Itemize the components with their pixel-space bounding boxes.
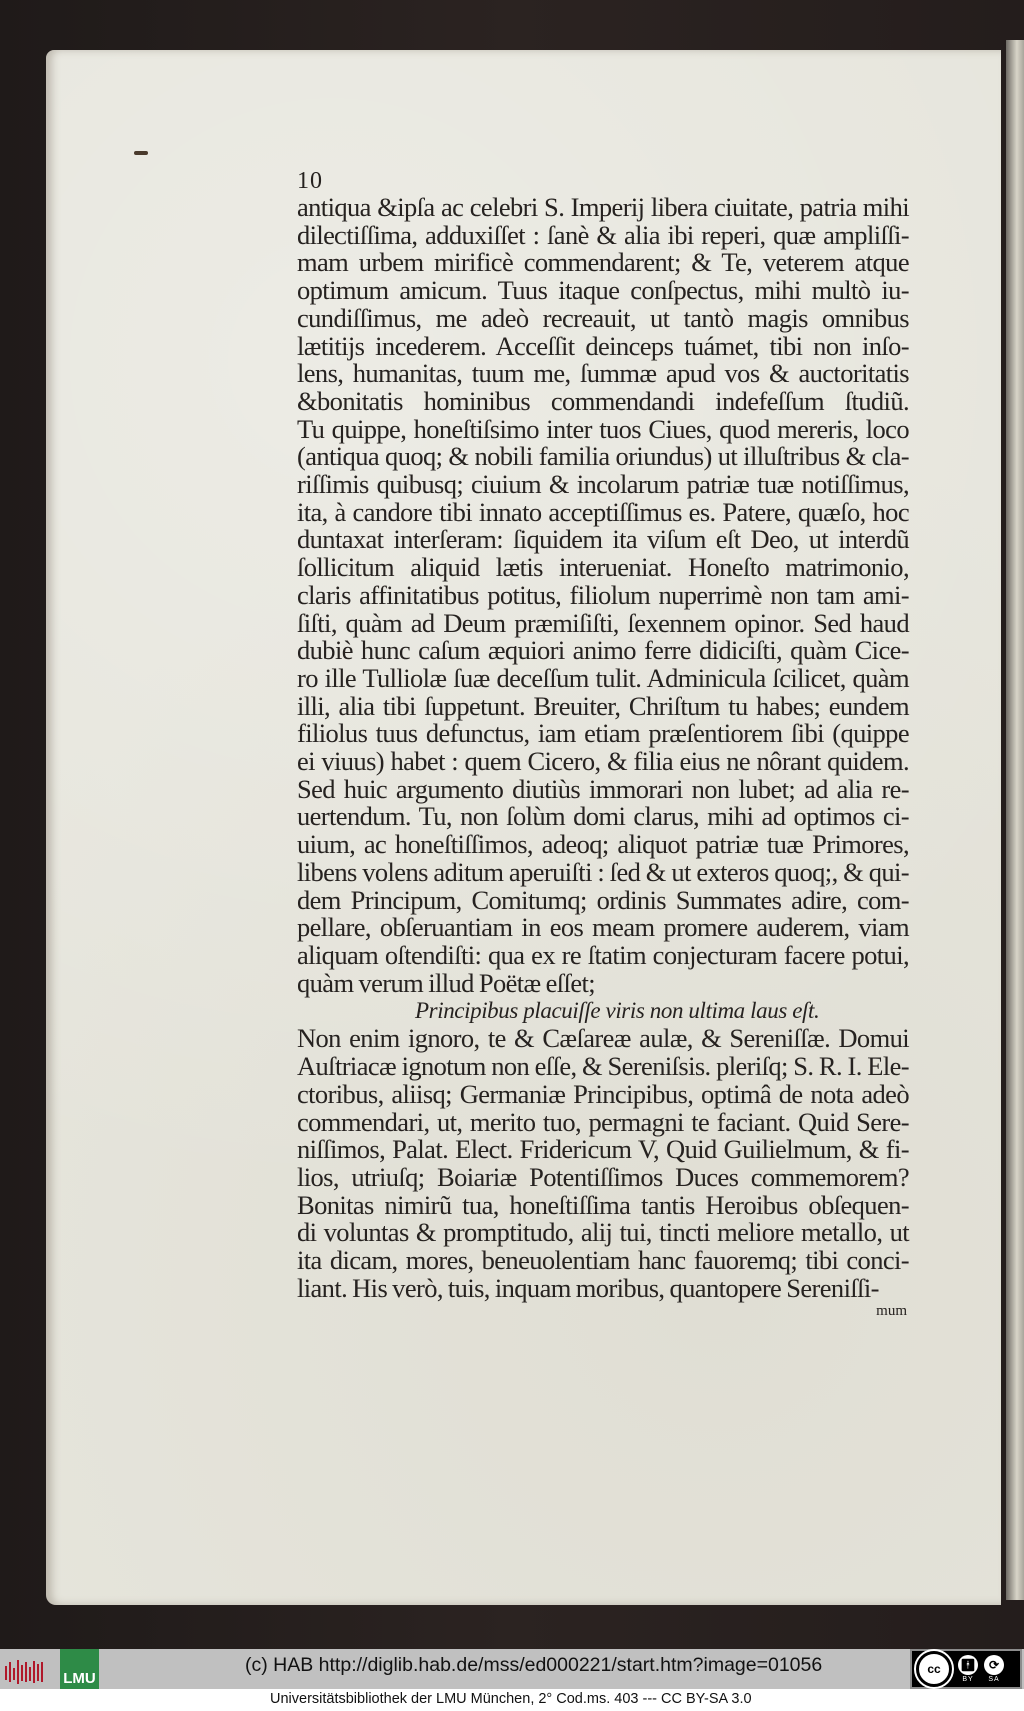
text-line: libens volens aditum aperuiſti : ſed & ut exteros quoq;, & qui- (297, 856, 909, 887)
text-line: lætitijs incederem. Acceſſit deinceps tuámet, tibi non inſo- (297, 330, 909, 361)
text-line: dileᴄtiſſima, adduxiſſet : ſanè & alia ibi reperi, quæ ampliſſi- (297, 219, 909, 250)
text-line: uium, ac honeſtiſſimos, adeoq; aliquot patriæ tuæ Primores, (297, 829, 909, 860)
text-line: lens, humanitas, tuum me, ſummæ apud vos & auctoritatis (297, 358, 909, 389)
text-line: quàm verum illud Poëtæ eſſet; (297, 967, 596, 998)
text-line: claris affinitatibus potitus, filiolum nuperrimè non tam ami- (297, 579, 909, 610)
text-line: lios, utriuſq; Boiariæ Potentiſſimos Duces commemorem? (297, 1161, 909, 1192)
text-line: dem Principum, Comitumq; ordinis Summates adire, com- (297, 884, 909, 915)
library-credit: Universitätsbibliothek der LMU München, 2° Cod.ms. 403 --- CC BY-SA 3.0 (270, 1691, 752, 1707)
text-line: &bonitatis hominibus commendandi indefeſſum ſtudiũ. (297, 385, 909, 416)
hab-logo-icon (4, 1660, 46, 1684)
text-line: duntaxat interſeram: ſiquidem ita viſum eſt Deo, ut interdũ (297, 524, 909, 555)
text-line: filiolus tuus defunctus, iam etiam præſentiorem ſibi (quippe (297, 718, 909, 749)
person-icon: 🚹︎ (958, 1655, 978, 1675)
catchword: mum (876, 1303, 907, 1320)
text-line: pellare, obſeruantiam in eos meam promere auderem, viam (297, 912, 909, 943)
text-line: liant. His verò, tuis, inquam moribus, quantopere Sereniſſi- (297, 1272, 879, 1303)
sa-label: SA (988, 1676, 1000, 1683)
text-line: ita dicam, mores, beneuolentiam hanc fauoremq; tibi conci- (297, 1245, 909, 1276)
text-line: Auſtriacæ ignotum non eſſe, & Sereniſsis. pleriſq; S. R. I. Ele- (297, 1051, 909, 1082)
text-line: (antiqua quoq; & nobili familia oriundus) ut illuſtribus & cla- (297, 441, 909, 472)
text-line: di voluntas & promptitudo, alij tui, tincti meliore metallo, ut (297, 1217, 909, 1248)
text-line: Sed huic argumento diutiùs immorari non lubet; ad alia re- (297, 773, 909, 804)
text-line: uertendum. Tu, non ſolùm domi clarus, mihi ad optimos ci- (297, 801, 909, 832)
text-line: illi, alia tibi ſuppetunt. Breuiter, Chriſtum tu habes; eundem (297, 690, 909, 721)
adjacent-page-edge (1006, 40, 1024, 1600)
page-text (297, 168, 909, 1320)
text-line: Non enim ignoro, te & Cæſareæ aulæ, & Sereniſſæ. Domui (297, 1023, 909, 1054)
text-line: mam urbem mirificè commendarent; & Te, veterem atque (297, 247, 909, 278)
text-line: riſſimis quibusq; ciuium & incolarum patriæ tuæ notiſſimus, (297, 469, 909, 500)
text-line: commendari, ut, merito tuo, permagni te faciant. Quid Sere- (297, 1106, 909, 1137)
text-line: ſollicitum aliquid lætis interueniat. Honeſto matrimonio, (297, 552, 909, 583)
text-line: cundiſſimus, me adeò recreauit, ut tantò magis omnibus (297, 302, 909, 333)
text-line: Bonitas nimirũ tua, honeſtiſſima tantis Heroibus obſequen- (297, 1189, 909, 1220)
verse-quote: Principibus placuiſſe viris non ultima laus eſt. (415, 998, 820, 1024)
text-line: aliquam oſtendiſti: qua ex re ſtatim conjecturam facere potui, (297, 939, 909, 970)
ink-mark (134, 151, 148, 155)
sharealike-icon: ⟳ (984, 1655, 1004, 1675)
text-line: optimum amicum. Tuus itaque conſpectus, mihi multò iu- (297, 275, 909, 306)
cc-icon: cc (916, 1651, 952, 1687)
text-line: ei viuus) habet : quem Cicero, & filia eius ne nôrant quidem. (297, 746, 909, 777)
lmu-logo: LMU (60, 1649, 99, 1689)
sa-sharealike (984, 1655, 1004, 1683)
paragraph-1 (297, 194, 909, 997)
text-line: dubiè hunc caſum æquiori animo ferre didiciſti, quàm Cice- (297, 635, 909, 666)
paragraph-2 (297, 1025, 909, 1302)
cc-license-badge[interactable] (910, 1649, 1022, 1689)
text-line: ſiſti, quàm ad Deum præmiſiſti, ſexennem opinor. Sed haud (297, 607, 909, 638)
text-line: ctoribus, aliisq; Germaniæ Principibus, optimâ de nota adeò (297, 1078, 909, 1109)
by-attribution (958, 1655, 978, 1683)
text-line: ro ille Tulliolæ ſuæ deceſſum tulit. Adminicula ſcilicet, quàm (297, 662, 909, 693)
text-line: niſſimos, Palat. Elect. Fridericum V, Quid Guilielmum, & fi- (297, 1134, 909, 1165)
text-line: Tu quippe, honeſtiſsimo inter tuos Ciues, quod mereris, loco (297, 413, 909, 444)
text-line: antiqua &ipſa ac celebri S. Imperij libera ciuitate, patria mihi (297, 192, 909, 222)
copyright-link[interactable]: (c) HAB http://diglib.hab.de/mss/ed000221/start.htm?image=01056 (245, 1654, 823, 1676)
by-label: BY (962, 1676, 974, 1683)
text-line: ita, à candore tibi innato acceptiſſimus es. Patere, quæſo, hoc (297, 496, 909, 527)
page-number: 10 (297, 168, 323, 194)
